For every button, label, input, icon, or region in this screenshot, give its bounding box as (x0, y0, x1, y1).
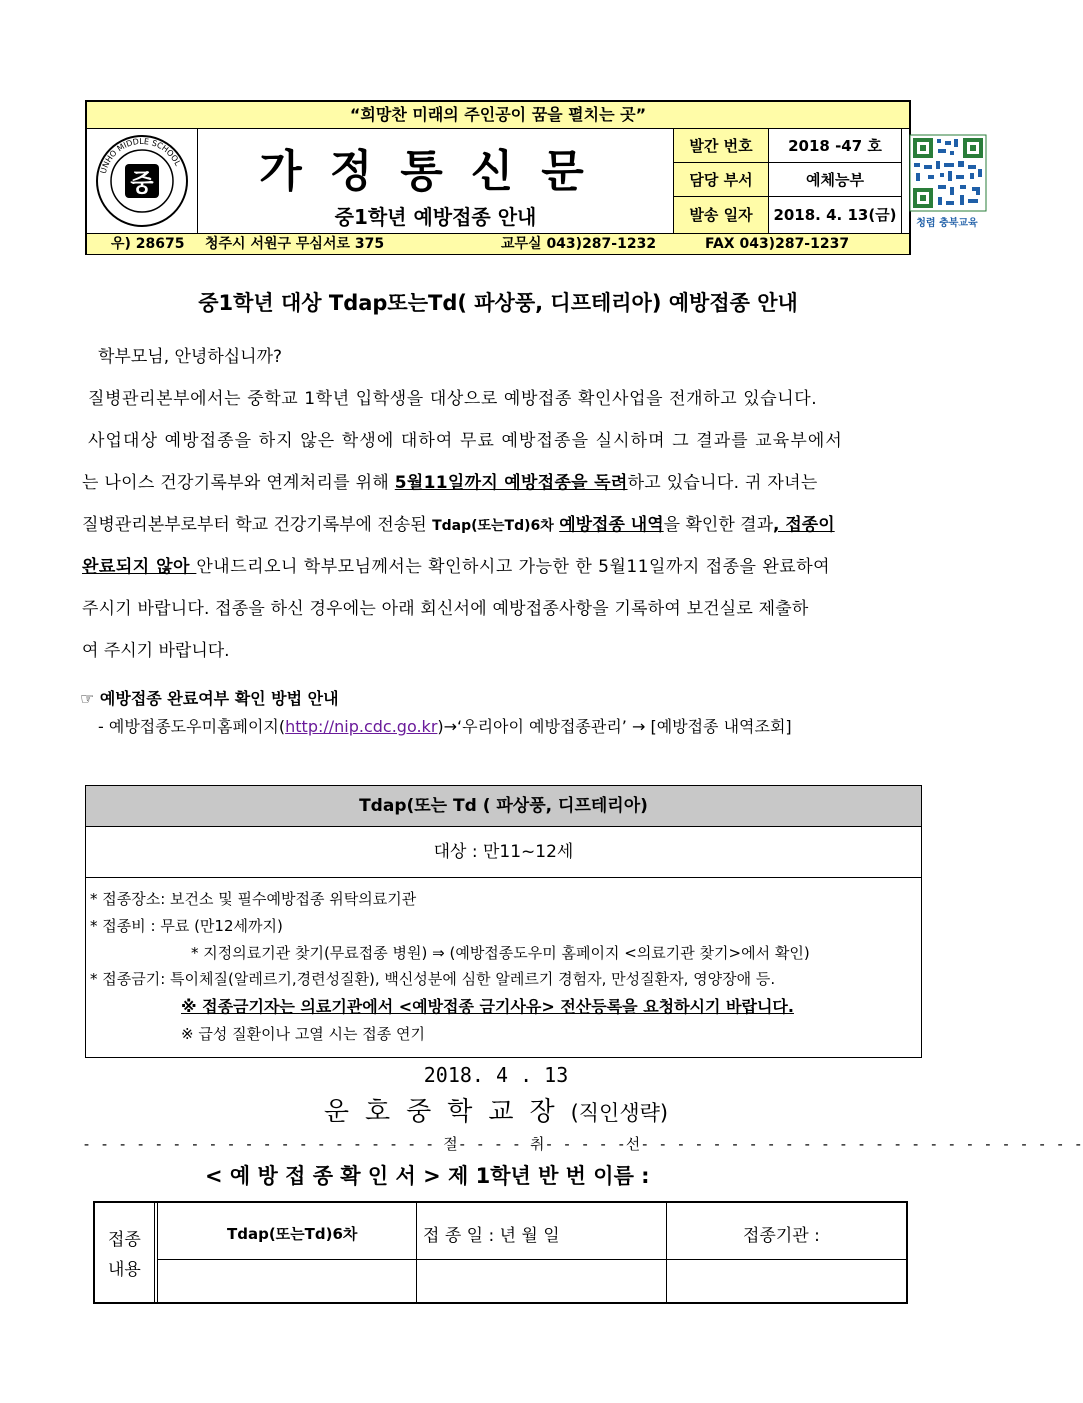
vaccine-cost: * 접종비 : 무료 (만12세까지) (90, 917, 283, 935)
row-label-1: 접종 (108, 1230, 141, 1250)
cut-line: - - - - - - - - - - - - - - - - - - - - 절- - - - 취- - - - -선- - - - - - - - - - - - - - - - - - - - - - - - - (82, 1135, 1083, 1153)
body-line-6: 주시기 바랍니다. 접종을 하신 경우에는 아래 회신서에 예방접종사항을 기록하여 보건실로 제출하 (82, 599, 809, 619)
main-title: 중1학년 대상 Tdap또는Td( 파상풍, 디프테리아) 예방접종 안내 (198, 291, 798, 315)
issue-date: 2018. 4 . 13 (423, 1063, 569, 1087)
send-date-value: 2018. 4. 13(금) (769, 197, 902, 233)
office-phone: 교무실 043)287-1232 (501, 236, 657, 252)
body-line-1: 질병관리본부에서는 중학교 1학년 입학생을 대상으로 예방접종 확인사업을 전개하고 있습니다. (88, 389, 818, 409)
confirmation-table (93, 1201, 908, 1304)
fax-number: FAX 043)287-1237 (705, 236, 850, 252)
logo-text: UNHO MIDDLE SCHOOL (98, 136, 183, 175)
vaccine-info-box (85, 785, 922, 1058)
school-motto: “희망찬 미래의 주인공이 꿈을 펼치는 곳” (87, 102, 909, 129)
newsletter-header (85, 100, 978, 255)
postpone-notice: ※ 급성 질환이나 고열 시는 접종 연기 (181, 1025, 426, 1043)
vaccine-target: 대상 : 만11~12세 (86, 827, 921, 878)
body-line-2: 사업대상 예방접종을 하지 않은 학생에 대하여 무료 예방접종을 실시하며 그 결과를 교육부에서 (88, 431, 843, 451)
vaccination-org-field[interactable]: 접종기관 : (743, 1226, 820, 1246)
method-title: ☞ 예방접종 완료여부 확인 방법 안내 (80, 689, 339, 708)
method-line: - 예방접종도우미홈페이지(http://nip.cdc.go.kr)→‘우리아이 예방접종관리’ → [예방접종 내역조회] (98, 717, 792, 736)
greeting: 학부모님, 안녕하십니까? (98, 347, 283, 367)
contraindications: * 접종금기: 특이체질(알레르기,경련성질환), 백신성분에 심한 알레르기 경험자, 만성질환자, 영양장애 등. (90, 970, 776, 988)
row-label-2: 내용 (108, 1260, 141, 1280)
zip-code: 우) 28675 (111, 236, 185, 252)
newsletter-title: 가정통신문 (259, 146, 612, 197)
principal-signature: 운호중학교장(직인생략) (323, 1097, 669, 1127)
nip-link[interactable]: http://nip.cdc.go.kr (285, 717, 438, 736)
body-line-5: 완료되지 않아 안내드리오니 학부모님께서는 확인하시고 가능한 한 5월11일까지 접종을 완료하여 (82, 557, 831, 577)
clinic-finder: * 지정의료기관 찾기(무료접종 병원) ⇒ (예방접종도우미 홈페이지 <의료기관 찾기>에서 확인) (191, 944, 810, 962)
qr-code (902, 129, 993, 233)
confirmation-title: < 예 방 접 종 확 인 서 > 제 1학년 반 번 이름 : (205, 1164, 650, 1188)
issue-number-label: 발간 번호 (674, 129, 769, 163)
vaccine-place: * 접종장소: 보건소 및 필수예방접종 위탁의료기관 (90, 890, 417, 908)
department-value: 예체능부 (769, 163, 902, 197)
vaccination-date-field[interactable]: 접 종 일 : 년 월 일 (423, 1226, 560, 1246)
newsletter-subtitle: 중1학년 예방접종 안내 (334, 205, 537, 229)
school-address (87, 233, 909, 254)
body-line-3: 는 나이스 건강기록부와 연계처리를 위해 5월11일까지 예방접종을 독려하고 있습니다. 귀 자녀는 (82, 473, 818, 493)
street-address: 청주시 서원구 무심서로 375 (205, 236, 385, 252)
deadline-emphasis: 5월11일까지 예방접종을 독려 (394, 473, 628, 493)
body-line-4: 질병관리본부로부터 학교 건강기록부에 전송된 Tdap(또는Td)6차 예방접종 내역을 확인한 결과, 접종이 (82, 515, 835, 535)
school-logo (87, 129, 198, 233)
body-line-7: 여 주시기 바랍니다. (82, 641, 230, 661)
vaccine-name-cell: Tdap(또는Td)6차 (227, 1225, 358, 1243)
send-date-label: 발송 일자 (674, 197, 769, 233)
contraindication-notice: ※ 접종금기자는 의료기관에서 <예방접종 금기사유> 전산등록을 요청하시기 바랍니다. (181, 997, 794, 1016)
issue-number-value: 2018 -47 호 (769, 129, 902, 163)
department-label: 담당 부서 (674, 163, 769, 197)
logo-char: 중 (130, 169, 154, 197)
qr-caption: 청렴 충북교육 (916, 218, 978, 229)
vaccine-box-header: Tdap(또는 Td ( 파상풍, 디프테리아) (86, 786, 921, 827)
